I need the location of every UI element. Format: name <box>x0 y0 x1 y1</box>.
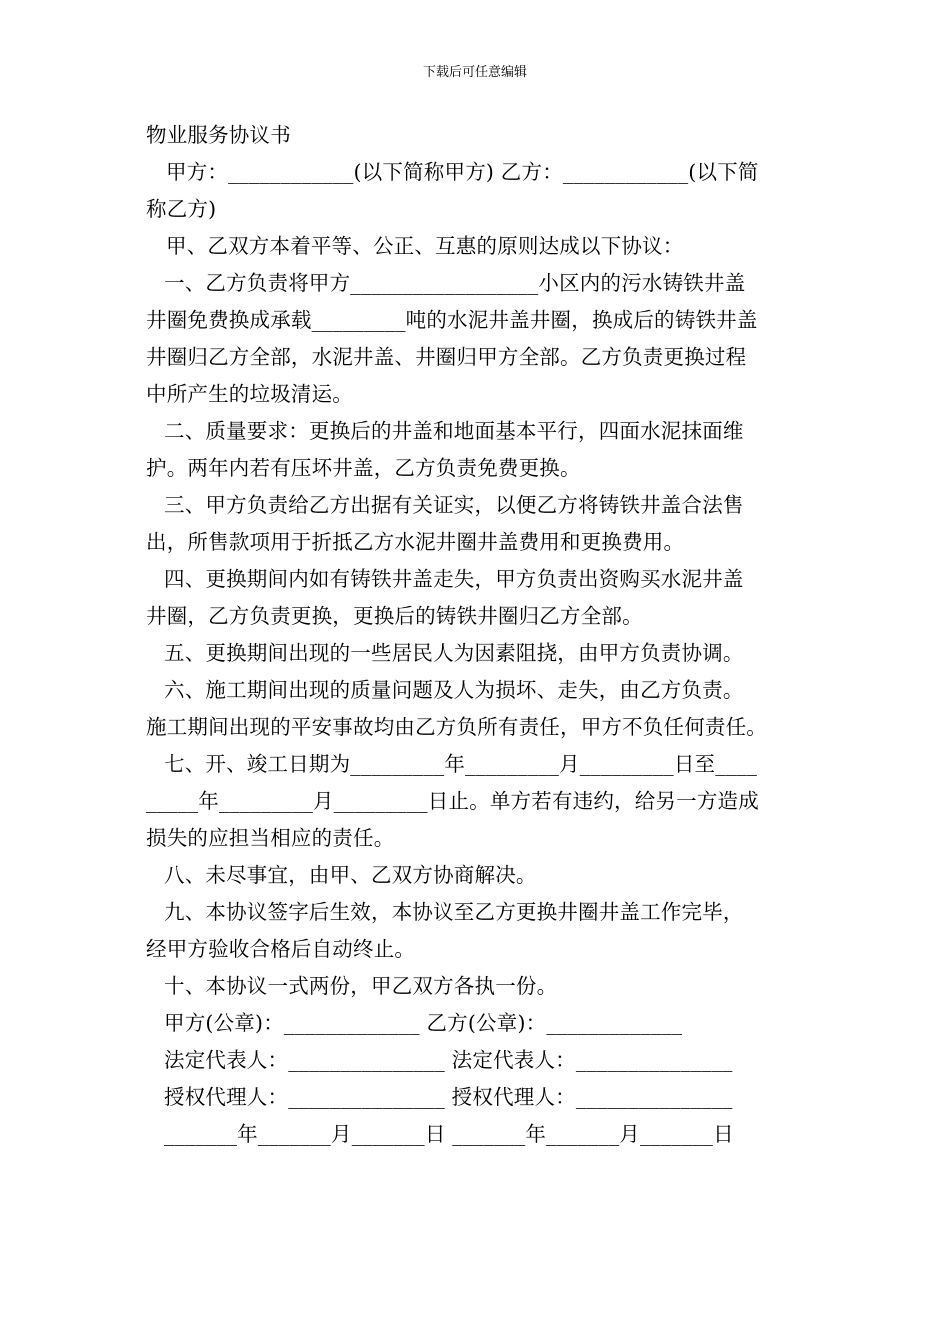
signature-representative-line: 法定代表人：_______________ 法定代表人：_______________ <box>164 1048 733 1072</box>
party-line-cont: 称乙方) <box>146 197 217 221</box>
clause-9-line: 经甲方验收合格后自动终止。 <box>146 937 416 961</box>
clause-2-line: 二、质量要求：更换后的井盖和地面基本平行，四面水泥抹面维 <box>164 419 744 443</box>
clause-8-line: 八、未尽事宜，由甲、乙双方协商解决。 <box>164 863 537 887</box>
signature-agent-line: 授权代理人：_______________ 授权代理人：_______________ <box>164 1085 733 1109</box>
clause-6-line: 六、施工期间出现的质量问题及人为损坏、走失，由乙方负责。 <box>164 678 744 702</box>
intro-paragraph: 甲、乙双方本着平等、公正、互惠的原则达成以下协议： <box>166 234 684 258</box>
document-body <box>146 117 810 1153</box>
clause-7-line: _____年_________月_________日止。单方若有违约，给另一方造成 <box>146 789 759 813</box>
clause-3-line: 三、甲方负责给乙方出据有关证实，以便乙方将铸铁井盖合法售 <box>164 493 744 517</box>
page-header-note: 下载后可任意编辑 <box>422 65 527 80</box>
clause-4-line: 井圈，乙方负责更换，更换后的铸铁井圈归乙方全部。 <box>146 604 643 628</box>
document-title: 物业服务协议书 <box>146 123 291 147</box>
signature-date-line: _______年_______月_______日 _______年_______月_______日 <box>164 1122 734 1146</box>
clause-1-line: 中所产生的垃圾清运。 <box>146 382 353 406</box>
clause-7-line: 损失的应担当相应的责任。 <box>146 826 395 850</box>
clause-10-line: 十、本协议一式两份，甲乙双方各执一份。 <box>164 974 558 998</box>
clause-9-line: 九、本协议签字后生效，本协议至乙方更换井圈井盖工作完毕， <box>164 900 744 924</box>
clause-7-line: 七、开、竣工日期为_________年_________月_________日至____ <box>164 752 758 776</box>
clause-2-line: 护。两年内若有压坏井盖，乙方负责免费更换。 <box>146 456 581 480</box>
clause-6-line: 施工期间出现的平安事故均由乙方负所有责任，甲方不负任何责任。 <box>146 715 767 739</box>
clause-5-line: 五、更换期间出现的一些居民人为因素阻挠，由甲方负责协调。 <box>164 641 744 665</box>
clause-3-line: 出，所售款项用于折抵乙方水泥井圈井盖费用和更换费用。 <box>146 530 685 554</box>
signature-seal-line: 甲方(公章)：_____________ 乙方(公章)：_____________ <box>164 1011 683 1035</box>
clause-1-line: 井圈归乙方全部，水泥井盖、井圈归甲方全部。乙方负责更换过程 <box>146 345 747 369</box>
clause-4-line: 四、更换期间内如有铸铁井盖走失，甲方负责出资购买水泥井盖 <box>164 567 744 591</box>
clause-1-line: 井圈免费换成承载_________吨的水泥井盖井圈，换成后的铸铁井盖 <box>146 308 758 332</box>
party-line: 甲方：____________(以下简称甲方) 乙方：____________(以下简 <box>166 160 759 184</box>
clause-1-line: 一、乙方负责将甲方__________________小区内的污水铸铁井盖 <box>164 271 746 295</box>
